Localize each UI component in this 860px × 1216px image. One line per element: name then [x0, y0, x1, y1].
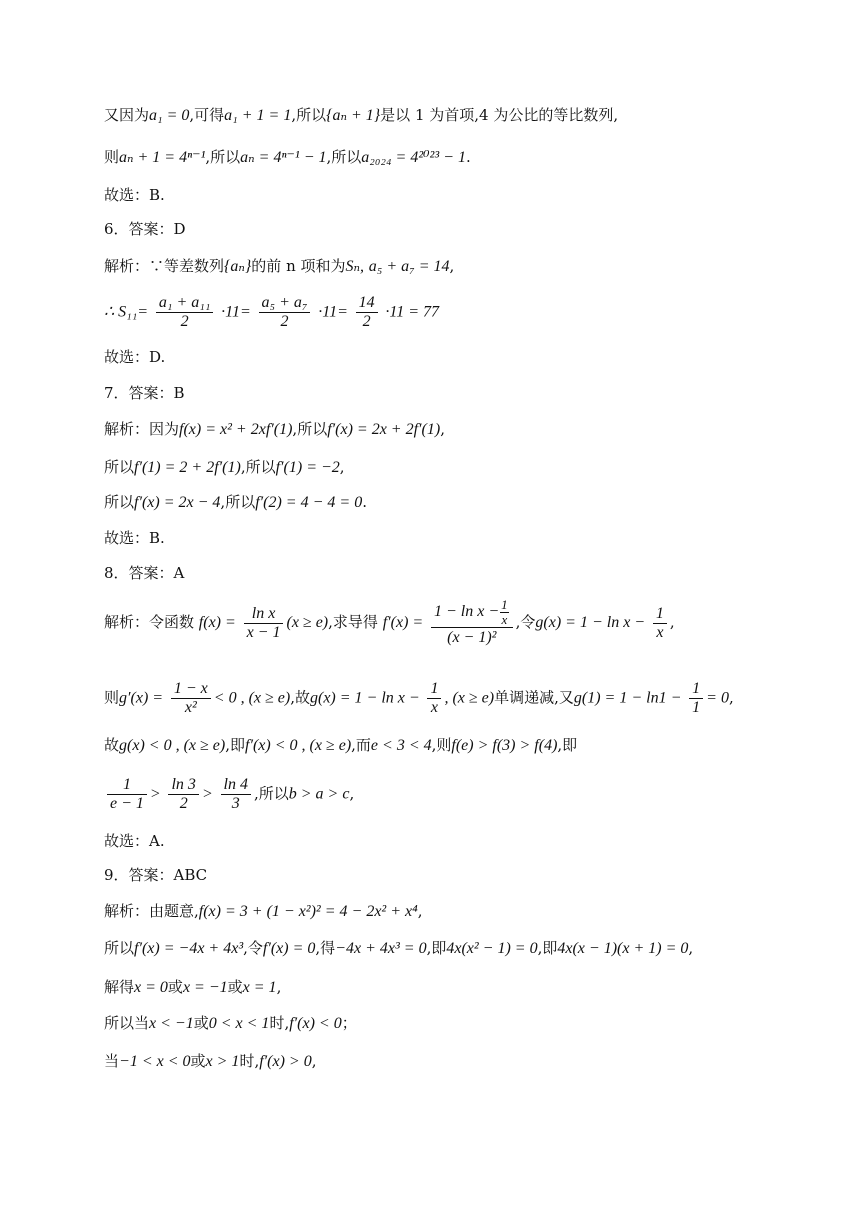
text: . [465, 148, 471, 166]
text: ,得 [315, 939, 336, 957]
text: 时, [239, 1052, 260, 1070]
text: , [669, 613, 675, 631]
text: 解析：令函数 [104, 613, 195, 631]
text-line-2 [104, 146, 471, 169]
text-line-12 [104, 527, 165, 549]
math: ·11= [318, 303, 348, 321]
math: {aₙ} [224, 258, 252, 275]
fraction: $\frac{1}{e - 1}$ [107, 776, 147, 813]
math: −4x + 4x³ = 0 [335, 940, 427, 957]
text: . [362, 493, 367, 511]
text: ,令 [515, 613, 536, 631]
text: 解析：∵等差数列 [104, 257, 225, 275]
text-line-7 [104, 346, 165, 368]
text: ,而 [351, 736, 371, 754]
text: , [349, 784, 355, 803]
math: g(1) = 1 − ln1 − [573, 689, 682, 707]
math: 0 < x < 1 [208, 1015, 270, 1032]
text: , [276, 978, 282, 996]
math: b > a > c [288, 785, 350, 803]
text: ,令 [243, 939, 263, 957]
text: ,所以 [220, 493, 256, 511]
math: −1 < x < 0 [119, 1053, 191, 1070]
text-line-11 [104, 491, 367, 514]
text: 解得 [104, 978, 135, 996]
text-line-20 [104, 900, 422, 923]
text-line-22 [104, 976, 281, 999]
fraction: $\frac{1}{x}$ [501, 597, 508, 627]
text-line-21 [104, 937, 693, 960]
math: f(e) > f(3) > f(4) [451, 737, 558, 754]
math: f′(x) = −4x + 4x³ [134, 940, 244, 957]
math: f′(2) = 4 − 4 = 0 [255, 494, 363, 511]
text: 故选：B. [104, 186, 165, 204]
text: ,所以 [326, 148, 362, 166]
text: 则 [104, 688, 120, 707]
text-line-14 [104, 598, 675, 648]
text-line-18 [104, 830, 165, 852]
math: g′(x) = [119, 689, 164, 707]
text: ,所以 [292, 420, 328, 438]
math: a₅ + a₇ = 14 [368, 258, 450, 275]
text-line-15 [104, 680, 734, 717]
math: , (x ≥ e) [444, 689, 495, 707]
text: 所以当 [104, 1014, 150, 1032]
math: g(x) = 1 − ln x − [535, 614, 646, 631]
math: ·11= [221, 303, 251, 321]
math: a₂₀₂₄ = 4²⁰²³ − 1 [361, 149, 466, 166]
text: 9．答案：ABC [104, 866, 208, 884]
text: 单调递减,又 [494, 688, 574, 707]
math: f′(1) = −2 [275, 459, 340, 476]
text-line-3 [104, 184, 165, 206]
text: 是以 1 为首项,4 为公比的等比数列, [380, 106, 619, 124]
text: ,则 [431, 736, 452, 754]
math: 4x(x − 1)(x + 1) = 0 [557, 940, 689, 957]
fraction: $\frac{\ln 3}{2}$ [168, 776, 198, 813]
text: ,求导得 [328, 613, 378, 631]
text: 7．答案：B [104, 384, 185, 402]
text: 则 [104, 148, 120, 166]
text: , [449, 257, 455, 275]
text: 所以 [104, 458, 135, 476]
math: f(x) = 3 + (1 − x²)² = 4 − 2x² + x⁴ [198, 903, 418, 920]
text-line-1 [104, 104, 618, 127]
text: 6．答案：D [104, 220, 186, 238]
text: 所以 [104, 493, 135, 511]
math: < 0 , (x ≥ e) [213, 689, 291, 707]
text: ,可得 [189, 106, 225, 124]
math: g(x) < 0 , (x ≥ e) [119, 737, 226, 754]
math: f(x) = x² + 2xf′(1) [179, 421, 293, 438]
text: 时, [269, 1014, 290, 1032]
text: ,所以 [240, 458, 276, 476]
answer-heading-8 [104, 562, 184, 584]
text: , [417, 902, 423, 920]
fraction: $\frac{\text{a₁ + a₁₁}}{2}$ [156, 294, 213, 331]
math: f(x) = [198, 614, 236, 631]
text: 故选：A. [104, 832, 165, 850]
text: , [688, 939, 694, 957]
math: ∴ S₁₁= [104, 303, 149, 321]
fraction: $\frac{1}{1}$ [689, 680, 703, 717]
math: > [201, 785, 213, 803]
text: 故选：D. [104, 348, 166, 366]
text: ,即 [537, 939, 558, 957]
math: f′(x) > 0 [259, 1053, 312, 1070]
text: 所以 [104, 939, 135, 957]
text: ,即 [225, 736, 245, 754]
text: 的前 n 项和为 [251, 257, 346, 275]
math: f′(x) < 0 [289, 1015, 342, 1032]
text-line-6 [104, 294, 439, 331]
math: ·11 = 77 [385, 303, 440, 321]
answer-heading-6 [104, 218, 186, 240]
text: 故选：B. [104, 529, 165, 547]
text-line-10 [104, 456, 345, 479]
text: 解析：因为 [104, 420, 180, 438]
fraction: $\frac{14}{2}$ [356, 294, 378, 331]
math: g(x) = 1 − ln x − [309, 689, 420, 707]
text: ,所以 [291, 106, 327, 124]
math: f′(x) = [382, 614, 424, 631]
math: x = 1 [242, 979, 277, 996]
math: > [149, 785, 161, 803]
math: {aₙ + 1} [326, 107, 381, 124]
math: e < 3 < 4 [370, 737, 432, 754]
text: 故 [104, 736, 120, 754]
math: a₁ + 1 = 1 [224, 107, 292, 124]
text: ,所以 [253, 784, 289, 803]
math: f′(1) = 2 + 2f′(1) [134, 459, 241, 476]
math: (x ≥ e) [286, 614, 329, 631]
text: 当 [104, 1052, 120, 1070]
text: ,即 [426, 939, 447, 957]
math: f′(x) = 0 [262, 940, 316, 957]
text: , [728, 688, 734, 707]
text-line-17 [104, 776, 354, 813]
text-line-24 [104, 1050, 317, 1073]
fraction: $\frac{\text{a₅ + a₇}}{2}$ [259, 294, 311, 331]
text: 或 [190, 1052, 206, 1070]
math: a₁ = 0 [149, 107, 190, 124]
math: x = 0 [134, 979, 168, 996]
math: x > 1 [205, 1053, 240, 1070]
math: x < −1 [149, 1015, 194, 1032]
text: 或 [193, 1014, 209, 1032]
fraction: $\frac{1 - x}{\text{x²}}$ [171, 680, 211, 717]
fraction: $\frac{\ln 4}{3}$ [221, 776, 251, 813]
math: aₙ + 1 = 4ⁿ⁻¹ [119, 149, 206, 166]
math: = 0 [706, 689, 729, 707]
text-line-16 [104, 734, 577, 757]
text: 或 [227, 978, 243, 996]
math: x = −1 [182, 979, 228, 996]
text: , [440, 420, 445, 438]
text: , [339, 458, 345, 476]
math: f′(x) < 0 , (x ≥ e) [245, 737, 352, 754]
math: Sₙ, [345, 258, 364, 275]
text: , [311, 1052, 317, 1070]
text: 8．答案：A [104, 564, 185, 582]
text: ； [341, 1014, 357, 1032]
fraction: $\frac{\text{ln x}}{x - 1}$ [244, 605, 284, 642]
math: f′(x) = 2x − 4 [134, 494, 221, 511]
fraction: $\frac{1}{x}$ [427, 680, 441, 717]
math: 4x(x² − 1) = 0 [446, 940, 538, 957]
math: f′(x) = 2x + 2f′(1) [327, 421, 441, 438]
text-line-23 [104, 1012, 357, 1035]
text: ,故 [290, 688, 310, 707]
fraction: $\frac{1}{x}$ [653, 605, 667, 642]
math: aₙ = 4ⁿ⁻¹ − 1 [240, 149, 327, 166]
text: 又因为 [104, 106, 150, 124]
text: ,即 [557, 736, 578, 754]
text-line-9 [104, 418, 445, 441]
text-line-5 [104, 255, 454, 278]
answer-heading-7 [104, 382, 185, 404]
text: 或 [167, 978, 183, 996]
text: ,所以 [205, 148, 241, 166]
answer-heading-9 [104, 864, 207, 886]
fraction: 1 − ln x − $\frac{1}{x}$ (x − 1)² [431, 598, 513, 648]
text: 解析：由题意, [104, 902, 199, 920]
